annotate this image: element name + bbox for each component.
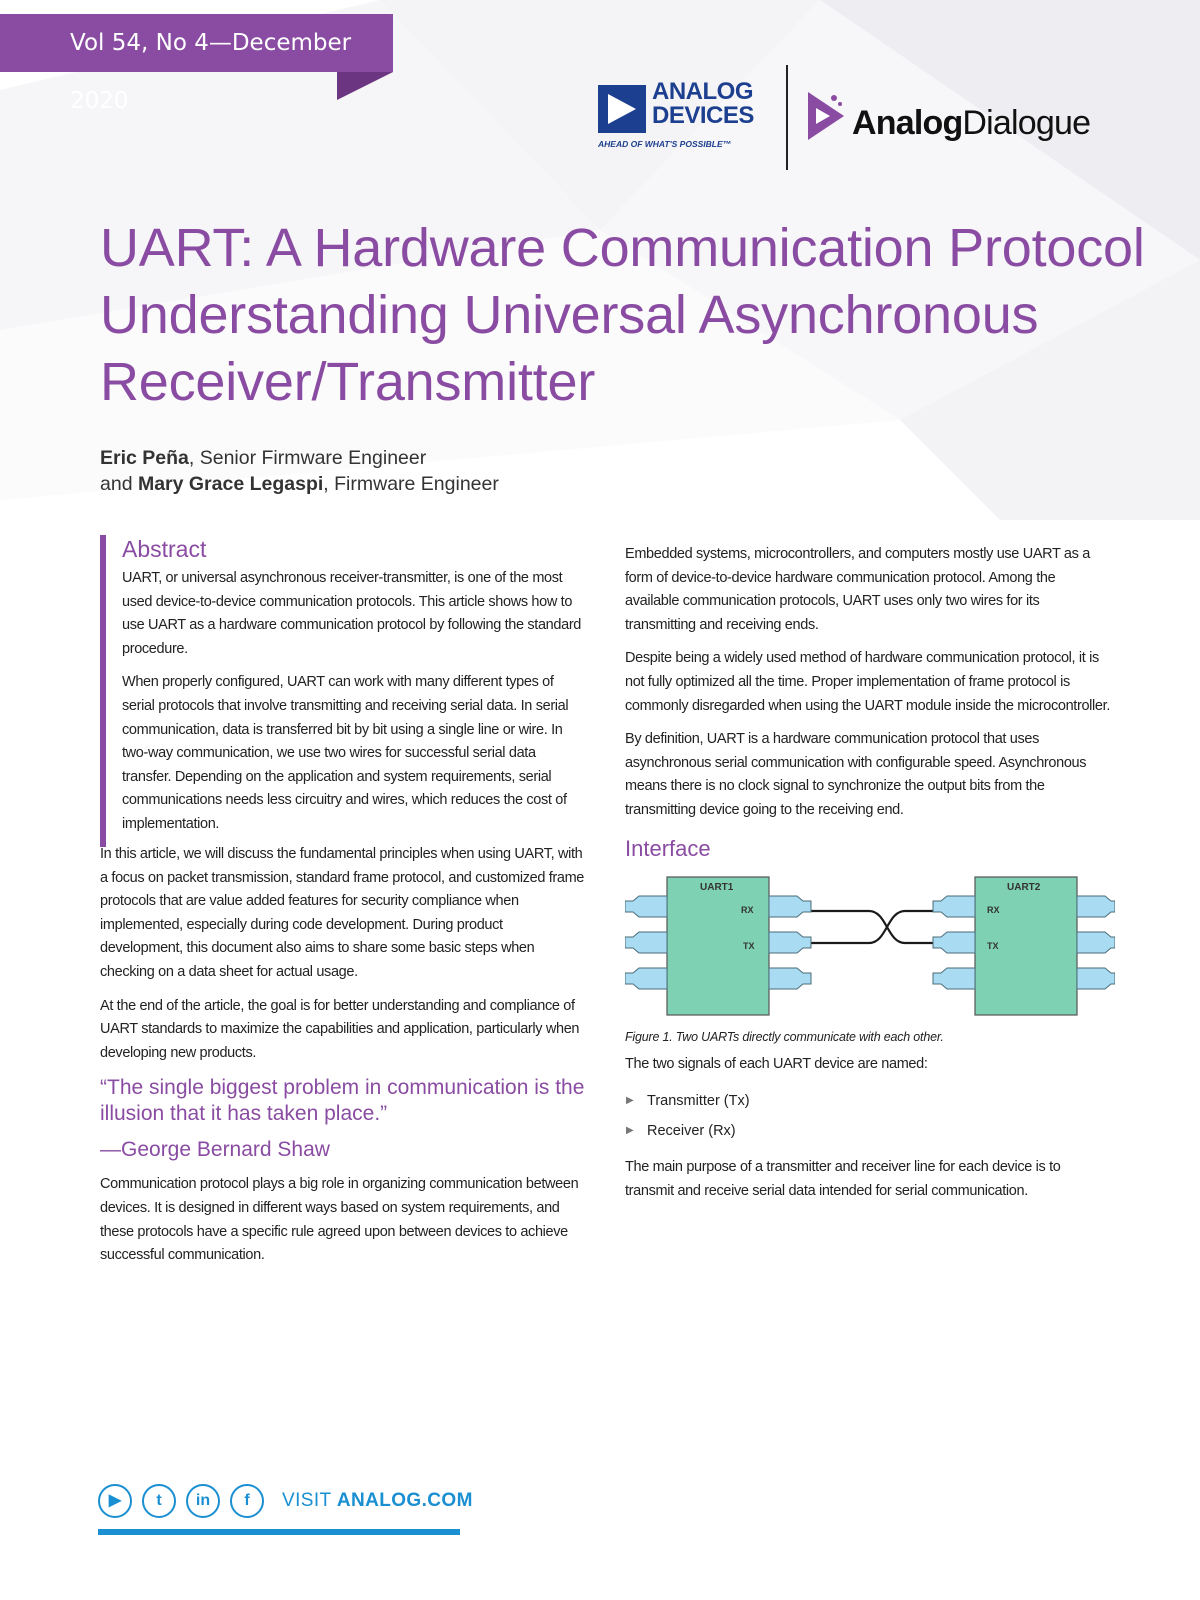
bullet-triangle-icon: ▶ xyxy=(626,1125,634,1137)
adi-triangle-icon xyxy=(598,85,646,133)
author-joiner: and xyxy=(100,473,138,495)
tx-label: TX xyxy=(743,940,755,951)
pin-connector xyxy=(1077,932,1115,953)
article-title: UART: A Hardware Communication Protocol Understanding Universal Asynchronous Receiver/Transmitter xyxy=(100,218,1145,412)
author-name: Mary Grace Legaspi xyxy=(137,473,324,495)
issue-banner: Vol 54, No 4—December 2020 xyxy=(0,14,393,72)
dialogue-word-bold: Analog xyxy=(852,104,963,142)
uart1-label: UART1 xyxy=(700,881,734,893)
body-paragraph: By definition, UART is a hardware communication protocol that uses asynchronous serial communication with configurable speed. Asynchronous means there is no clock signal to synchronize the output bits from the transmitting device going to the receiving end. xyxy=(625,731,1087,818)
author-role: , Senior Firmware Engineer xyxy=(188,447,427,469)
pin-connector xyxy=(769,896,811,917)
body-paragraph: At the end of the article, the goal is for better understanding and compliance of UART standards to maximize the capabilities and application, particularly when developing new products. xyxy=(100,997,580,1061)
linkedin-icon[interactable]: in xyxy=(186,1484,220,1518)
pin-connector xyxy=(625,968,667,989)
youtube-icon[interactable]: ▶ xyxy=(98,1484,132,1518)
pin-connector xyxy=(769,968,811,989)
abstract-box xyxy=(100,535,586,847)
dialogue-word-light: Dialogue xyxy=(962,104,1091,142)
body-paragraph: Embedded systems, microcontrollers, and computers mostly use UART as a form of device-to-device hardware communication protocol. Among the available communication protocols, UART uses only two wires for its transmitting and receiving ends. xyxy=(625,546,1090,633)
pin-connector xyxy=(933,968,975,989)
uart-interface-figure xyxy=(625,871,1115,1019)
pin-connector xyxy=(933,896,975,917)
author-name: Eric Peña xyxy=(100,447,189,469)
list-item: ▶ Receiver (Rx) xyxy=(625,1116,1112,1146)
banner-fold xyxy=(337,72,393,100)
pin-connector xyxy=(625,932,667,953)
facebook-icon[interactable]: f xyxy=(230,1484,264,1518)
author-role: , Firmware Engineer xyxy=(323,473,499,495)
rx-label: RX xyxy=(987,904,1000,915)
pin-connector xyxy=(1077,968,1115,989)
quote-attribution: —George Bernard Shaw xyxy=(100,1138,330,1162)
body-paragraph: The main purpose of a transmitter and receiver line for each device is to transmit and receive serial data intended for serial communication. xyxy=(625,1159,1061,1199)
footer-rule xyxy=(98,1529,460,1535)
footer xyxy=(98,1484,473,1524)
uart2-label: UART2 xyxy=(1007,881,1041,893)
figure-caption: Figure 1. Two UARTs directly communicate with each other. xyxy=(625,1029,944,1044)
tx-label: TX xyxy=(987,940,999,951)
pin-connector xyxy=(933,932,975,953)
section-heading: Interface xyxy=(625,835,711,861)
left-column xyxy=(100,843,586,1278)
signal-list xyxy=(625,1086,1112,1146)
abstract-heading: Abstract xyxy=(122,536,207,562)
pull-quote: “The single biggest problem in communication is the illusion that it has taken place.” xyxy=(100,1076,585,1126)
body-paragraph: Communication protocol plays a big role in organizing communication between devices. It is designed in different ways based on system requirements, and these protocols have a specific rule agreed upon between devices to achieve successful communication. xyxy=(100,1176,579,1264)
body-paragraph: In this article, we will discuss the fundamental principles when using UART, with a focus on packet transmission, standard frame protocol, and customized frame protocols that are value added features for security compliance when implemented, especially during code development. During product development, this document also aims to share some basic steps when checking on a data sheet for actual usage. xyxy=(100,846,585,980)
twitter-icon[interactable]: t xyxy=(142,1484,176,1518)
logo-divider xyxy=(786,65,788,170)
visit-link[interactable]: VISIT ANALOG.COM xyxy=(282,1490,473,1511)
abstract-paragraph: When properly configured, UART can work with many different types of serial protocols that involve transmitting and receiving serial data. In serial communication, data is transferred bit by bit using a single line or wire. In two-way communication, we use two wires for successful serial data transfer. Depending on the application and system requirements, serial communications needs less circuitry and wires, which reduces the cost of implementation. xyxy=(122,674,569,832)
list-item: ▶ Transmitter (Tx) xyxy=(625,1086,1112,1116)
body-paragraph: The two signals of each UART device are named: xyxy=(625,1055,928,1072)
author-line xyxy=(100,445,499,497)
pin-connector xyxy=(1077,896,1115,917)
bullet-triangle-icon: ▶ xyxy=(626,1095,634,1107)
adi-wordmark: ANALOG DEVICES xyxy=(652,78,754,129)
pin-connector xyxy=(625,896,667,917)
body-paragraph: Despite being a widely used method of hardware communication protocol, it is not fully optimized all the time. Proper implementation of frame protocol is commonly disregarded when using the UART module inside the microcontroller. xyxy=(625,650,1110,714)
rx-label: RX xyxy=(741,904,754,915)
adi-tagline: AHEAD OF WHAT'S POSSIBLE™ xyxy=(598,139,732,149)
right-column xyxy=(625,543,1112,1213)
dialogue-triangle-icon xyxy=(806,90,846,142)
pin-connector xyxy=(769,932,811,953)
abstract-paragraph: UART, or universal asynchronous receiver-transmitter, is one of the most used device-to-device communication protocols. This article shows how to use UART as a hardware communication protocol by following the standard procedure. xyxy=(122,570,582,657)
